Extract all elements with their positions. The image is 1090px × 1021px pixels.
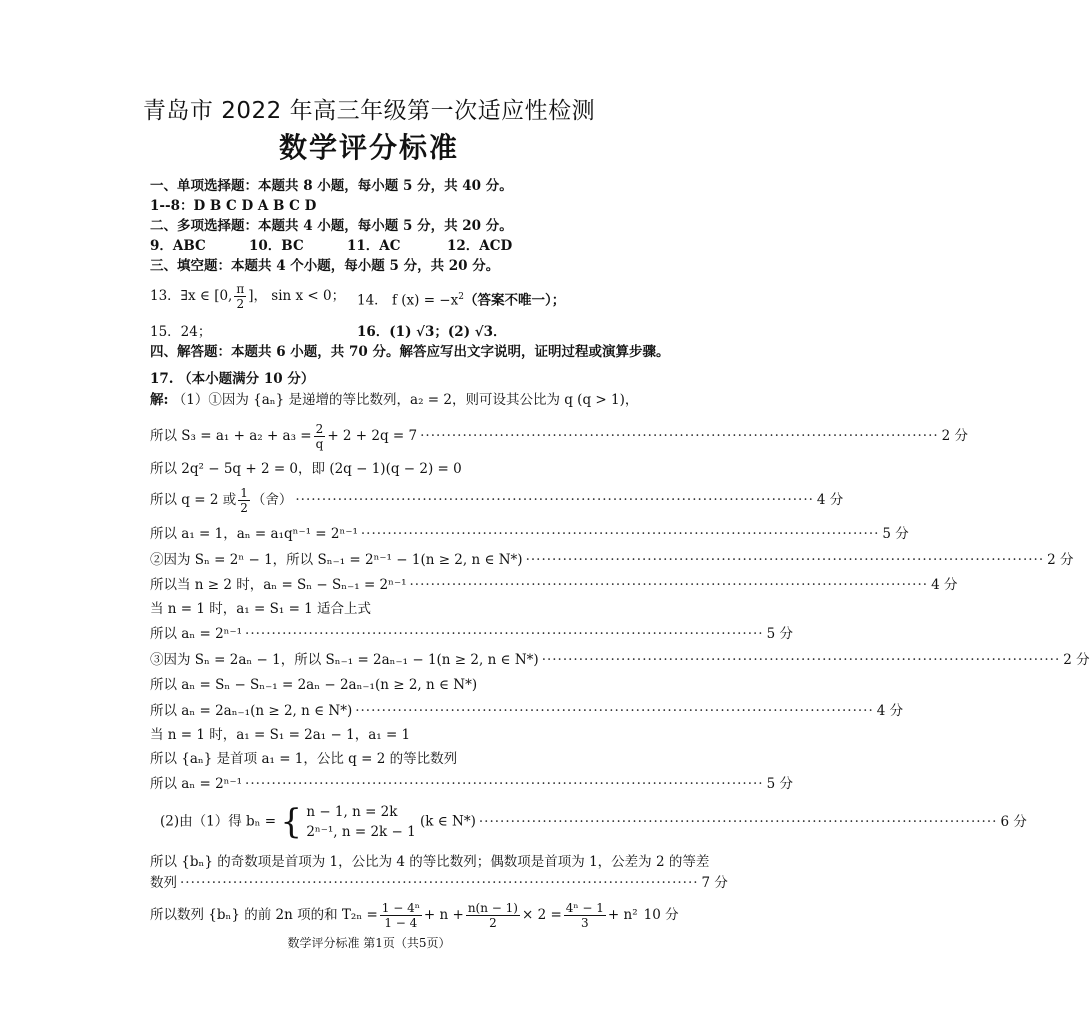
section1-answers: 1--8：D B C D A B C D <box>150 198 317 214</box>
q17-line6 <box>150 551 1074 569</box>
line4-frac <box>238 486 250 515</box>
q14-note: （答案不唯一）； <box>463 292 566 309</box>
q17-line9 <box>150 625 793 643</box>
line19-frac3 <box>564 901 606 930</box>
score-4b: 4 分 <box>931 577 958 593</box>
answer-13 <box>150 281 345 311</box>
q17-line13: 当 n = 1 时，a₁ = S₁ = 2a₁ − 1，a₁ = 1 <box>150 727 411 743</box>
q13-suffix: ]， sin x < 0； <box>248 288 346 304</box>
q17-line1 <box>150 391 638 409</box>
line2-a: 所以 S₃ = a₁ + a₂ + a₃ = <box>150 427 312 444</box>
brace-icon: { <box>280 802 303 842</box>
leader-dots: ·································································································· <box>409 577 929 593</box>
score-6: 6 分 <box>1000 814 1027 830</box>
case-2: 2ⁿ⁻¹, n = 2k − 1 <box>306 824 416 840</box>
line16-b: (k ∈ N*) <box>420 813 476 830</box>
leader-dots: ·································································································· <box>420 428 939 444</box>
q13-frac-num: π <box>236 282 245 296</box>
frac1-den: 1 − 4 <box>384 915 418 930</box>
line2-frac-num: 2 <box>314 422 326 437</box>
solution-label: 解: <box>150 392 169 408</box>
line18-text: 数列 <box>150 875 177 891</box>
q17-line11: 所以 aₙ = Sₙ − Sₙ₋₁ = 2aₙ − 2aₙ₋₁(n ≥ 2, n ∈ N*) <box>150 677 478 693</box>
line7-text: 所以当 n ≥ 2 时，aₙ = Sₙ − Sₙ₋₁ = 2ⁿ⁻¹ <box>150 577 407 593</box>
q13-prefix: 13．∃x ∈ [0, <box>150 288 233 304</box>
leader-dots: ·································································································· <box>541 652 1061 668</box>
score-4c: 4 分 <box>876 703 904 719</box>
q17-line4-expr <box>150 486 292 515</box>
leader-dots: ·································································································· <box>525 552 1045 568</box>
leader-dots: ·································································································· <box>355 703 874 719</box>
section1-heading: 一、单项选择题：本题共 8 小题，每小题 5 分，共 40 分。 <box>150 178 513 194</box>
score-7: 7 分 <box>701 875 728 891</box>
q17-line5 <box>150 525 909 543</box>
leader-dots: ·································································································· <box>478 814 998 830</box>
q17-line15 <box>150 775 793 793</box>
line4-a: 所以 q = 2 或 <box>150 491 237 508</box>
score-5b: 5 分 <box>766 626 793 642</box>
answer-9: 9．ABC <box>150 238 206 254</box>
q13-fraction <box>234 282 246 311</box>
q17-line2 <box>150 418 969 454</box>
line19-c: × 2 = <box>521 906 562 923</box>
line4-b: （舍） <box>251 491 293 508</box>
score-4: 4 分 <box>816 492 844 508</box>
line15-text: 所以 aₙ = 2ⁿ⁻¹ <box>150 776 243 792</box>
q17-label: 17. （本小题满分 10 分） <box>150 371 315 387</box>
line12-text: 所以 aₙ = 2aₙ₋₁(n ≥ 2, n ∈ N*) <box>150 703 353 719</box>
line4-frac-den: 2 <box>240 500 248 515</box>
score-2c: 2 分 <box>1063 652 1090 668</box>
score-2b: 2 分 <box>1047 552 1074 568</box>
line6-text: ②因为 Sₙ = 2ⁿ − 1，所以 Sₙ₋₁ = 2ⁿ⁻¹ − 1(n ≥ 2, n ∈ N*) <box>150 552 523 568</box>
leader-dots: ·································································································· <box>245 776 764 792</box>
answer-16: 16．(1) √3；(2) √3． <box>357 324 507 340</box>
line10-text: ③因为 Sₙ = 2aₙ − 1，所以 Sₙ₋₁ = 2aₙ₋₁ − 1(n ≥ 2, n ∈ N*) <box>150 652 539 668</box>
score-5: 5 分 <box>882 526 909 542</box>
line2-b: + 2 + 2q = 7 <box>327 427 418 444</box>
case-1: n − 1, n = 2k <box>306 804 398 820</box>
line19-a: 所以数列 {bₙ} 的前 2n 项的和 T₂ₙ = <box>150 906 378 923</box>
line19-d: + n² <box>607 906 638 923</box>
frac2-num: n(n − 1) <box>467 900 518 915</box>
leader-dots: ·································································································· <box>295 492 814 508</box>
q17-line8: 当 n = 1 时，a₁ = S₁ = 1 适合上式 <box>150 601 372 617</box>
frac2-den: 2 <box>489 915 497 930</box>
q17-line1-text: （1）①因为 {aₙ} 是递增的等比数列，a₂ = 2，则可设其公比为 q (q > 1)， <box>172 392 639 408</box>
q17-line16 <box>160 800 1027 844</box>
answer-12: 12．ACD <box>447 238 513 254</box>
piecewise-cases <box>306 802 415 842</box>
frac3-num: 4ⁿ − 1 <box>565 900 604 915</box>
leader-dots: ·································································································· <box>180 875 699 891</box>
q17-line7 <box>150 576 958 594</box>
document-subtitle: 数学评分标准 <box>278 131 459 164</box>
answer-11: 11．AC <box>347 238 401 254</box>
q17-line19 <box>150 897 679 933</box>
section2-heading: 二、多项选择题：本题共 4 小题，每小题 5 分，共 20 分。 <box>150 218 513 234</box>
line9-text: 所以 aₙ = 2ⁿ⁻¹ <box>150 626 243 642</box>
line2-frac-den: q <box>315 436 324 451</box>
line19-expr <box>150 901 638 930</box>
q17-line14: 所以 {aₙ} 是首项 a₁ = 1，公比 q = 2 的等比数列 <box>150 751 458 767</box>
answer-10: 10．BC <box>249 238 304 254</box>
q17-line17: 所以 {bₙ} 的奇数项是首项为 1，公比为 4 的等比数列；偶数项是首项为 1，公差为 2 的等差 <box>150 854 710 870</box>
frac1-num: 1 − 4ⁿ <box>381 900 420 915</box>
q14-expr: 14． f (x) = −x <box>357 292 459 309</box>
q17-line10 <box>150 651 1090 669</box>
score-10: 10 分 <box>643 907 679 923</box>
line16-a: (2)由（1）得 bₙ = <box>160 813 277 830</box>
section4-heading: 四、解答题：本题共 6 小题，共 70 分。解答应写出文字说明，证明过程或演算步骤。 <box>150 344 670 360</box>
q14-sup: 2 <box>458 292 464 302</box>
q13-frac-den: 2 <box>236 297 245 311</box>
leader-dots: ·································································································· <box>245 626 764 642</box>
line5-text: 所以 a₁ = 1，aₙ = a₁qⁿ⁻¹ = 2ⁿ⁻¹ <box>150 526 358 542</box>
line19-frac1 <box>380 901 422 930</box>
leader-dots: ·································································································· <box>360 526 880 542</box>
q17-line4 <box>150 482 844 518</box>
q17-line3: 所以 2q² − 5q + 2 = 0，即 (2q − 1)(q − 2) = 0 <box>150 461 462 477</box>
line4-frac-num: 1 <box>240 485 248 500</box>
section3-heading: 三、填空题：本题共 4 个小题，每小题 5 分，共 20 分。 <box>150 258 500 274</box>
line16-expr <box>160 802 476 842</box>
frac3-den: 3 <box>581 915 589 930</box>
q17-line18 <box>150 874 728 892</box>
q17-line12 <box>150 702 904 720</box>
score-2: 2 分 <box>941 428 969 444</box>
answer-15: 15．24； <box>150 324 212 340</box>
document-title: 青岛市 2022 年高三年级第一次适应性检测 <box>142 98 596 124</box>
line19-frac2 <box>466 901 520 930</box>
q17-line2-expr <box>150 422 417 451</box>
line2-frac <box>314 422 326 451</box>
line19-b: + n + <box>423 906 464 923</box>
page-footer: 数学评分标准 第1页（共5页） <box>287 936 451 950</box>
answer-14 <box>357 288 565 310</box>
score-5c: 5 分 <box>766 776 793 792</box>
